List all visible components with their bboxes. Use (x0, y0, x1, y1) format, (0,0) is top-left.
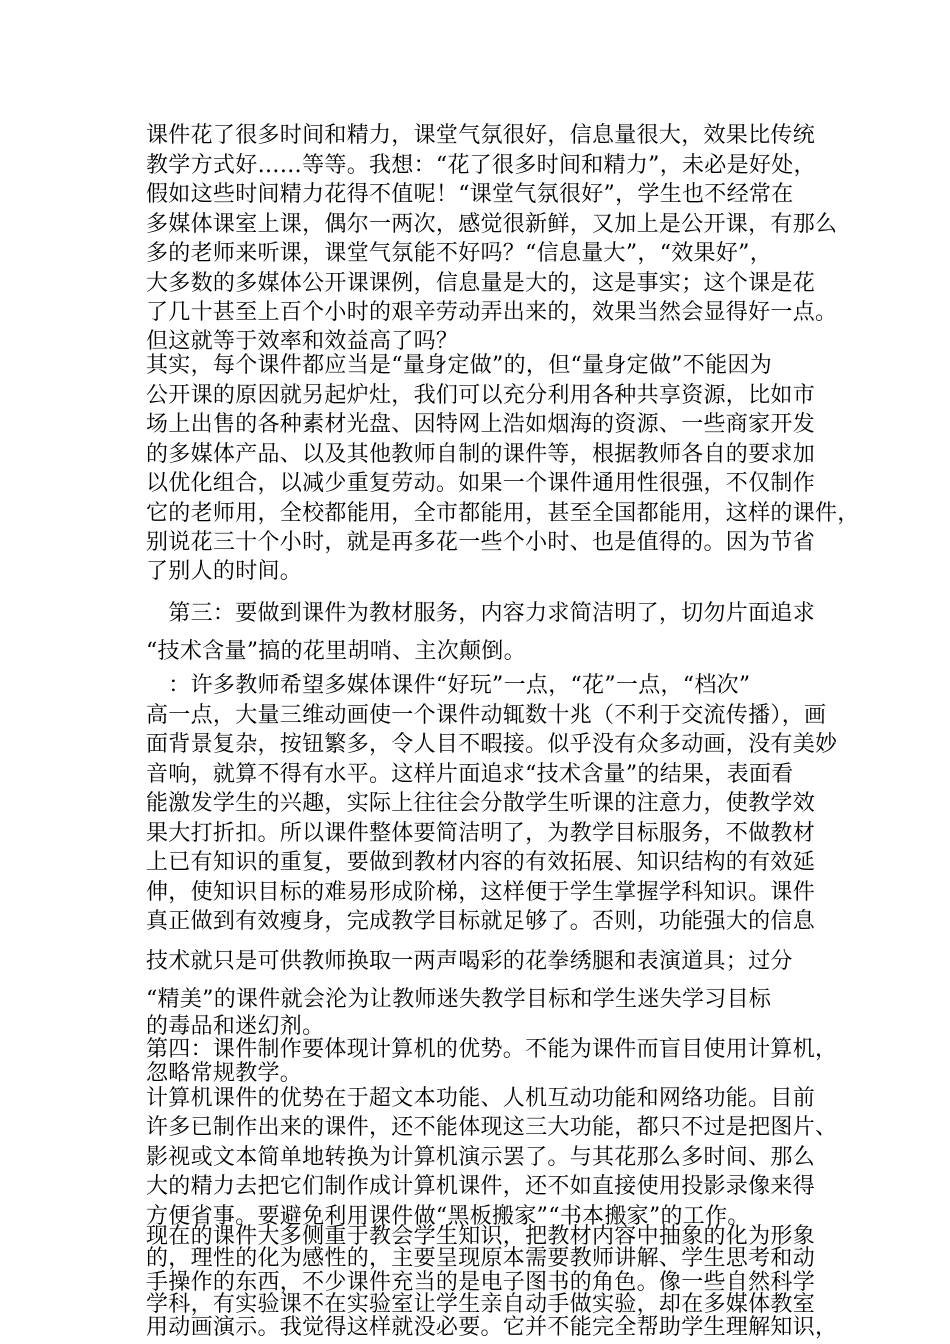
text-line: “精美”的课件就会沦为让教师迷失教学目标和学生迷失学习目标 (146, 987, 772, 1012)
text-line: 许多已制作出来的课件，还不能体现这三大功能，都只不过是把图片、 (146, 1115, 838, 1140)
text-line: 技术就只是可供教师换取一两声喝彩的花拳绣腿和表演道具；过分 (146, 949, 793, 974)
text-line: 课件花了很多时间和精力，课堂气氛很好，信息量很大，效果比传统 (146, 123, 816, 148)
section-heading-line: “技术含量”搞的花里胡哨、主次颠倒。 (146, 639, 526, 664)
text-line: 公开课的原因就另起炉灶，我们可以充分利用各种共享资源，比如市 (146, 383, 816, 408)
section-heading-line: 第四：课件制作要体现计算机的优势。不能为课件而盲目使用计算机， (146, 1037, 838, 1062)
text-line: 了几十甚至上百个小时的艰辛劳动弄出来的，效果当然会显得好一点。 (146, 300, 838, 325)
text-line: 的毒品和迷幻剂。 (146, 1014, 325, 1039)
text-line: 用动画演示。我觉得这样就没必要。它并不能完全帮助学生理解知识， (146, 1315, 838, 1340)
section-heading-line: 第三：要做到课件为教材服务，内容力求简洁明了，切勿片面追求 (146, 601, 816, 626)
text-line: 假如这些时间精力花得不值呢！“课堂气氛很好”，学生也不经常在 (146, 182, 794, 207)
text-line: 但这就等于效率和效益高了吗？ (146, 329, 459, 354)
text-line: 上已有知识的重复，要做到教材内容的有效拓展、知识结构的有效延 (146, 850, 816, 875)
text-line: 的多媒体产品、以及其他教师自制的课件等，根据教师各自的要求加 (146, 442, 816, 467)
text-line: 场上出售的各种素材光盘、因特网上浩如烟海的资源、一些商家开发 (146, 412, 816, 437)
text-line: 音响，就算不得有水平。这样片面追求“技术含量”的结果，表面看 (146, 762, 794, 787)
text-line: 真正做到有效瘦身，完成教学目标就足够了。否则，功能强大的信息 (146, 909, 816, 934)
text-line: 大的精力去把它们制作成计算机课件，还不如直接使用投影录像来得 (146, 1174, 816, 1199)
text-line: 的，理性的化为感性的，主要呈现原本需要教师讲解、学生思考和动 (146, 1246, 816, 1272)
text-line: 方便省事。要避免利用课件做“黑板搬家”“书本搬家”的工作。 (146, 1204, 750, 1229)
text-line: 计算机课件的优势在于超文本功能、人机互动功能和网络功能。目前 (146, 1086, 816, 1111)
text-line: ：许多教师希望多媒体课件“好玩”一点，“花”一点，“档次” (146, 673, 751, 698)
text-line: 伸，使知识目标的难易形成阶梯，这样便于学生掌握学科知识。课件 (146, 880, 816, 905)
text-line: 多的老师来听课，课堂气氛能不好吗？“信息量大”，“效果好”， (146, 241, 772, 266)
section-heading-line: 忽略常规教学。 (146, 1061, 303, 1086)
text-line: 影视或文本简单地转换为计算机演示罢了。与其花那么多时间、那么 (146, 1145, 816, 1170)
text-line: 多媒体课室上课，偶尔一两次，感觉很新鲜，又加上是公开课，有那么 (146, 212, 838, 237)
text-line: 教学方式好……等等。我想：“花了很多时间和精力”，未必是好处， (146, 153, 816, 178)
text-line: 现在的课件大多侧重于教会学生知识，把教材内容中抽象的化为形象 (146, 1223, 816, 1249)
text-line: 其实，每个课件都应当是“量身定做”的，但“量身定做”不能因为 (146, 353, 772, 378)
text-line: 手操作的东西，不少课件充当的是电子图书的角色。像一些自然科学 (146, 1269, 816, 1295)
text-line: 大多数的多媒体公开课课例，信息量是大的，这是事实；这个课是花 (146, 271, 816, 296)
text-line: 它的老师用，全校都能用，全市都能用，甚至全国都能用，这样的课件， (146, 501, 860, 526)
text-line: 高一点，大量三维动画使一个课件动辄数十兆（不利于交流传播），画 (146, 703, 827, 728)
text-line: 能激发学生的兴趣，实际上往往会分散学生听课的注意力，使教学效 (146, 791, 816, 816)
text-line: 果大打折扣。所以课件整体要简洁明了，为教学目标服务，不做教材 (146, 821, 816, 846)
text-line: 别说花三十个小时，就是再多花一些个小时、也是值得的。因为节省 (146, 530, 816, 555)
text-line: 以优化组合，以减少重复劳动。如果一个课件通用性很强，不仅制作 (146, 471, 816, 496)
text-line: 学科，有实验课不在实验室让学生亲自动手做实验，却在多媒体教室 (146, 1292, 816, 1318)
text-line: 面背景复杂，按钮繁多，令人目不暇接。似乎没有众多动画，没有美妙 (146, 732, 838, 757)
text-line: 了别人的时间。 (146, 559, 303, 584)
